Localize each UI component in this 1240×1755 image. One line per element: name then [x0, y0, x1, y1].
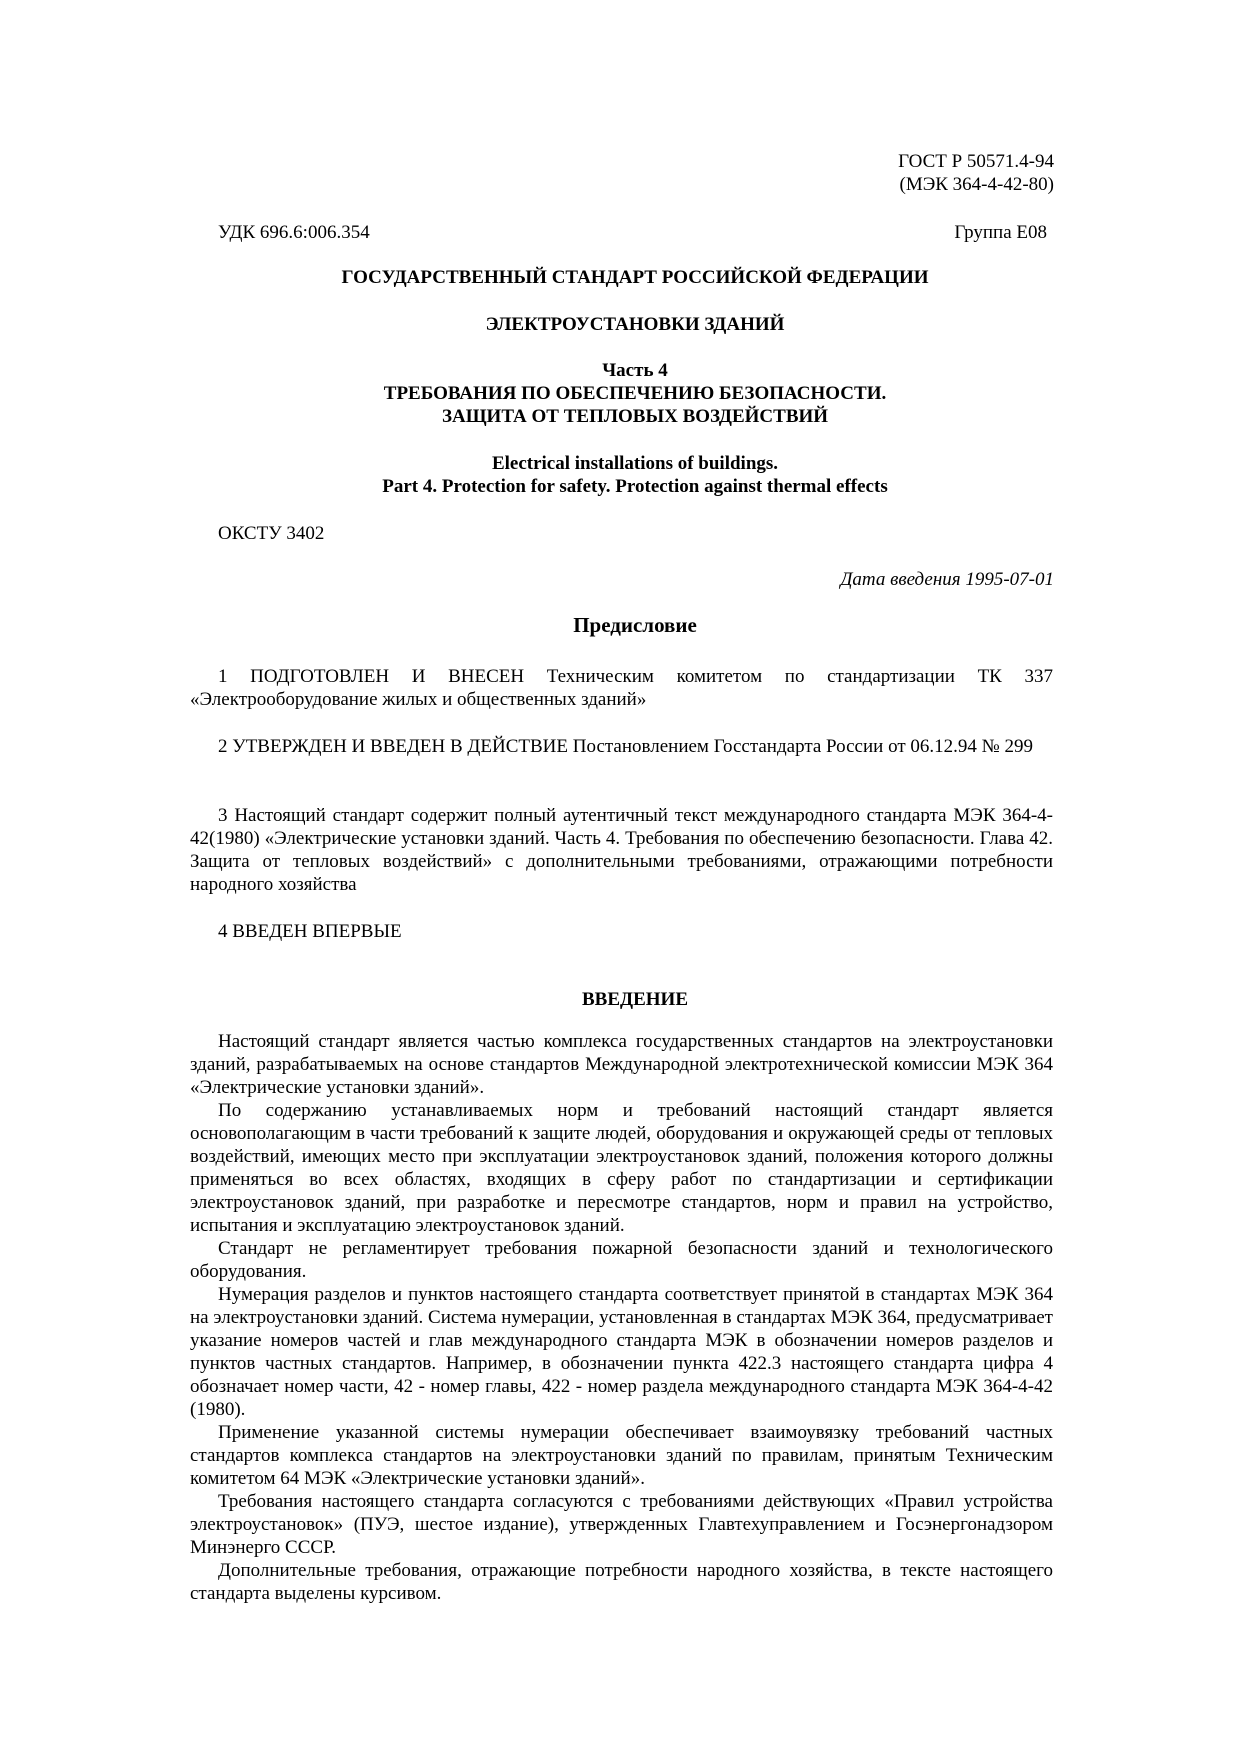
introduction-body [190, 1030, 1053, 1605]
intro-paragraph: Настоящий стандарт является частью комплекса государственных стандартов на электроустановки зданий, разрабатываемых на основе стандартов Международной электротехнической комиссии МЭК 364 «Электрические установки зданий». [190, 1031, 1053, 1098]
intro-paragraph: Дополнительные требования, отражающие потребности народного хозяйства, в тексте настоящего стандарта выделены курсивом. [190, 1560, 1053, 1604]
iec-number: (МЭК 364-4-42-80) [899, 174, 1054, 195]
foreword-item-4: 4 ВВЕДЕН ВПЕРВЫЕ [218, 921, 402, 942]
part-title: Часть 4 [602, 360, 668, 381]
intro-paragraph: Применение указанной системы нумерации обеспечивает взаимоувязку требований частных стандартов комплекса стандартов на электроустановки зданий по правилам, принятым Техническим комитетом 64 МЭК «Электрические установки зданий». [190, 1422, 1053, 1489]
okstu-code: ОКСТУ 3402 [218, 523, 325, 544]
intro-paragraph: Требования настоящего стандарта согласуются с требованиями действующих «Правил устройства электроустановок» (ПУЭ, шестое издание), утвержденных Главтехуправлением и Госэнергонадзором Минэнерго СССР. [190, 1491, 1053, 1558]
intro-paragraph: По содержанию устанавливаемых норм и требований настоящий стандарт является основополагающим в части требований к защите людей, оборудования и окружающей среды от тепловых воздействий, имеющих место при эксплуатации электроустановок зданий, положения которого должны применяться во всех областях, входящих в сферу работ по стандартизации и сертификации электроустановок зданий, при разработке и пересмотре стандартов, норм и правил на устройство, испытания и эксплуатацию электроустановок зданий. [190, 1100, 1053, 1236]
foreword-item-2: 2 УТВЕРЖДЕН И ВВЕДЕН В ДЕЙСТВИЕ Постановлением Госстандарта России от 06.12.94 № 299 [218, 736, 1033, 757]
foreword-item-1: 1 ПОДГОТОВЛЕН И ВНЕСЕН Техническим комитетом по стандартизации ТК 337 «Электрооборудование жилых и общественных зданий» [190, 666, 1053, 710]
foreword-heading: Предисловие [573, 613, 697, 637]
state-standard-title: ГОСУДАРСТВЕННЫЙ СТАНДАРТ РОССИЙСКОЙ ФЕДЕРАЦИИ [341, 267, 929, 288]
subtitle-line-1: ТРЕБОВАНИЯ ПО ОБЕСПЕЧЕНИЮ БЕЗОПАСНОСТИ. [383, 383, 887, 404]
english-title-line-2: Part 4. Protection for safety. Protection against thermal effects [382, 476, 888, 497]
intro-paragraph: Стандарт не регламентирует требования пожарной безопасности зданий и технологического оборудования. [190, 1238, 1053, 1282]
gost-number: ГОСТ Р 50571.4-94 [898, 151, 1054, 172]
group-code: Группа Е08 [954, 222, 1047, 243]
udk-code: УДК 696.6:006.354 [218, 222, 370, 243]
english-title-line-1: Electrical installations of buildings. [491, 453, 779, 474]
intro-paragraph: Нумерация разделов и пунктов настоящего стандарта соответствует принятой в стандартах МЭК 364 на электроустановки зданий. Система нумерации, установленная в стандартах МЭК 364, предусматривает указание номеров частей и глав международного стандарта МЭК в обозначении номеров разделов и пунктов частных стандартов. Например, в обозначении пункта 422.3 настоящего стандарта цифра 4 обозначает номер части, 42 - номер главы, 422 - номер раздела международного стандарта МЭК 364-4-42 (1980). [190, 1284, 1053, 1420]
foreword-item-3: 3 Настоящий стандарт содержит полный аутентичный текст международного стандарта МЭК 364-4-42(1980) «Электрические установки зданий. Часть 4. Требования по обеспечению безопасности. Глава 42. Защита от тепловых воздействий» с дополнительными требованиями, отражающими потребности народного хозяйства [190, 805, 1053, 895]
introduction-date: Дата введения 1995-07-01 [840, 569, 1054, 590]
main-title: ЭЛЕКТРОУСТАНОВКИ ЗДАНИЙ [485, 314, 785, 335]
subtitle-line-2: ЗАЩИТА ОТ ТЕПЛОВЫХ ВОЗДЕЙСТВИЙ [441, 406, 829, 427]
introduction-heading: ВВЕДЕНИЕ [582, 989, 688, 1010]
